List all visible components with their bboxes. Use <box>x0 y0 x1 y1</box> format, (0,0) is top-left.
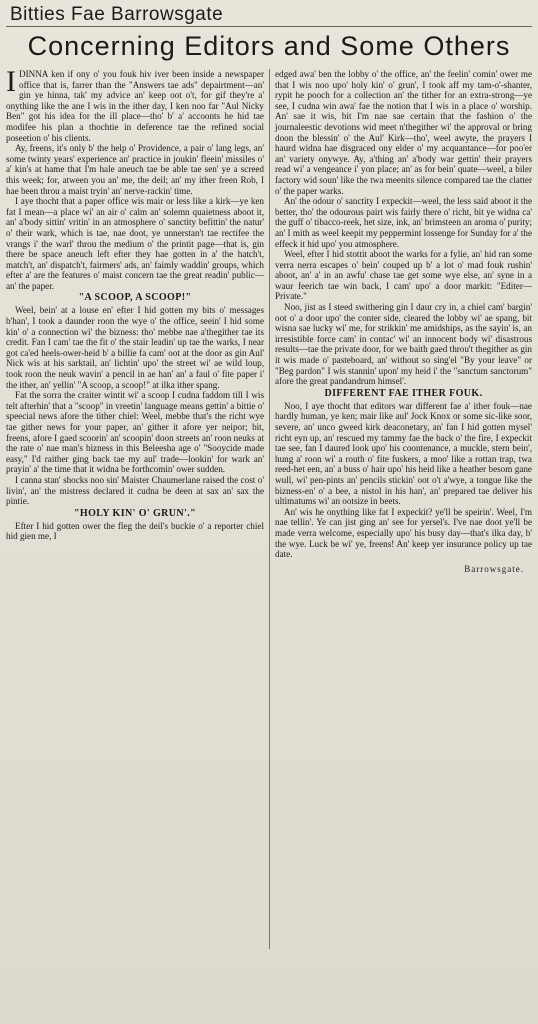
subheading: "A SCOOP, A SCOOP!" <box>78 292 192 304</box>
article-body <box>6 69 532 949</box>
paragraph: Noo, I aye thocht that editors war different fae a' ither fouk—nae hardly human, ye ken; mair like aul' Jock Knox or some sic-like soor, severe, an' unco gweed kirk deaconetary, an' fan I hid gotten mysel' richt eyn up, an' rescued my tammy fae the back o' the fire, I expeckit tae see, fan I daured look upo' his coontenance, a muckle, stern bein', hung a' roon wi' a routh o' fite fuskers, a moo' like a rottan trap, twa reed-het een, an' a buss o' hair upo' his heid like a heather besom gane wull, wi' pen-pints an' pencils stickin' oot o't a'wye, a tongue like the bizness-en' o' a bee, a nistol in his han', an' prepared tae deliver his ultimatums wi' an ootsize in beets. <box>275 400 532 507</box>
paragraph: edged awa' ben the lobby o' the office, an' the feelin' comin' ower me that I wis noo upo' holy kin' o' grun', I took aff my tam-o'-shanter, rypit he pooch for a collection an' the tither for an extra-strong—ye see, I cudna win awa' fae the notion that I wis in a place o' worship. An' sae it wis, bit I'm nae sae certain that the fashion o' the journaleestic devotions wid meet n'thegither wi' the approval or bring doon the blessin' o' the Aul' Kirk—tho', weel awyte, the prayers I haurd widna hae disgraced ony elder o' my acquantance—for poo'er an' variety onywye. Ay, a'thing an' a'body war gettin' their prayers read wi' a vengeance i' yon place; an' as for bein' quate—weel, a biler factory wid soun' like the twa meenits silence compared tae the clatter o' the paper warks. <box>275 69 532 196</box>
subheading: "HOLY KIN' O' GRUN'." <box>73 507 197 519</box>
paragraph: Ay, freens, it's only b' the help o' Providence, a pair o' lang legs, an' some twinty years' experience an' practice in joukin' fleein' missiles o' a' kin's at hame that I'm hale aneuch tae be able tae sen' ye a screed this week; for, atween you an' me, the deil; an' my ither freen Rob, I hae been throu a maist tryin' an' nerve-rackin' time. <box>6 143 264 196</box>
headline: Concerning Editors and Some Others <box>27 31 511 61</box>
paragraph: Fat the sorra the craiter wintit wi' a scoop I cudna faddom till I wis telt afterhin' that a "scoop" in vreetin' language means gettin' a bittie o' speecial news afore the tither chiel: Weel, mebbe that's the richt wye tae gither news for your paper, an' gither it afore yer neipor; bit, freens, afore I gaed scoorin' an' scoopin' doon streets an' roon neuks at the rate o' nae man's bizness in this Beleesha age o' "Sooycide made easy," I'd raither ging back tae my aul' trade—lookin' for wark an' prayin' a' the time that it widna be forthcomin' ower sudden. <box>6 390 264 475</box>
paragraph: An' the odour o' sanctity I expeckit—weel, the less said aboot it the better, tho' the odourous pairt wis fairly there o' richt, bit ye widna ca' the guff o' tibacco-reek, het size, ink, an' brimsteen an aroma o' purity; an' I mith as weel keepit my peppermint lossenge for Sunday for a' the effeck it hid upo' you atmosphere. <box>275 196 532 249</box>
right-column <box>269 69 532 949</box>
paragraph: An' wis he onything like fat I expeckit? ye'll be speirin'. Weel, I'm nae tellin'. Ye can jist ging an' see for yersel's. I've nae doot ye'll be made verra welcome, especially upo' his busy day—that's ilka day, b' the wye. Luck be wi' ye, freens! An' keep yer insurance policy up tae date. <box>275 506 532 560</box>
paragraph <box>6 69 264 143</box>
paragraph: I canna stan' shocks noo sin' Maister Chaumerlane raised the cost o' livin', an' the mistress declared it cudna be deen at sax an' sax the pintie. <box>6 474 264 507</box>
series-title: Bitties Fae Barrowsgate <box>6 4 532 27</box>
paragraph: I aye thocht that a paper office wis mair or less like a kirk—ye ken fat I mean—a place wi' an air o' calm an' solemn quaietness aboot it, an' a'body sittin' vritin' in an atmosphere o' sanctity befittin' the natur' o' their wark, which is tae, nae doot, ye unnerstan't tae rectifee the vrangs i' the warl' throu the medium o' the printit page—that is, gin there be space aneuch left efter they hae gotten in a' the hatch't, match't, an' dispatch't, fairmers' ads, an' faimly waddin' groups, which efter a' are the features o' maist concern tae the great readin' public—an' the paper. <box>6 196 264 291</box>
paragraph: Weel, bein' at a louse en' efter I hid gotten my bits o' messages b'han', I took a daunder roon the wye o' the office, seein' I hid some kin' o' a connection wi' the bizness: tho' mebbe nae a'thegither tae its credit. Fan I cam' tae the fit o' the stair leadin' up tae the warks, I near got ca'ed heels-ower-heid b' a billie fa cam' oot at the door as gin Aul' Nick wis at his sarktail, an' lichtin' upo' the street wi' ae wild loup, took roon the neuk wavin' a pencil in ae han' an' a faul o' fite paper i' the ither, an' yellin' "A scoop, a scoop!" at ilka ither spang. <box>6 305 264 390</box>
paragraph: Noo, jist as I steed swithering gin I daur cry in, a chiel cam' bargin' oot o' a door upo' the conter side, cleared the lobby wi' ae spang, bit wisna sae lucky wi' me, for strikkin' me amidships, as the sayin' is, an irresistible force cam' in contac' wi' an innocent body wi' disastrous results—tae the private door, for we baith gaed throu't thegither as gin it wis made o' pasteboard, an' without so sing'el "By your leave" or "Beg pardon" I wis stannin' upon' my heid i' the "sanctum sanctorum" afore the great pandandrum himsel'. <box>275 302 532 387</box>
paragraph: Weel, efter I hid stottit aboot the warks for a fylie, an' hid ran some verra nerra escapes o' bein' couped up b' a lot o' mad fouk rushin' aboot, an' a' in an awfu' chase tae get some wye else, an' syne in a waur feerich tae win back, I cam' upo' a door markit: "Editer—Private." <box>275 249 532 302</box>
subheading: DIFFERENT FAE ITHER FOUK. <box>324 387 483 399</box>
left-column <box>6 69 269 949</box>
drop-cap: I <box>6 69 16 98</box>
paragraph-text: DINNA ken if ony o' you fouk hiv iver been inside a newspaper office that is, farrer than the "Answers tae ads" depairtment—an' gin ye hinna, tak' my advice an' keep oot o't, for gif they're a' onything like the ane I wis in the ither day, I ken noo far "Aul Nicky Ben" got his idea for the ill place—tho' b' a' accoonts he hid tae modifee his plan a thochtie in deference tae the refined social poseetion o' his clients. <box>6 69 264 143</box>
author-signature: Barrowsgate. <box>464 563 524 574</box>
paragraph: Efter I hid gotten ower the fleg the deil's buckie o' a reporter chiel hid gien me, I <box>6 520 264 542</box>
